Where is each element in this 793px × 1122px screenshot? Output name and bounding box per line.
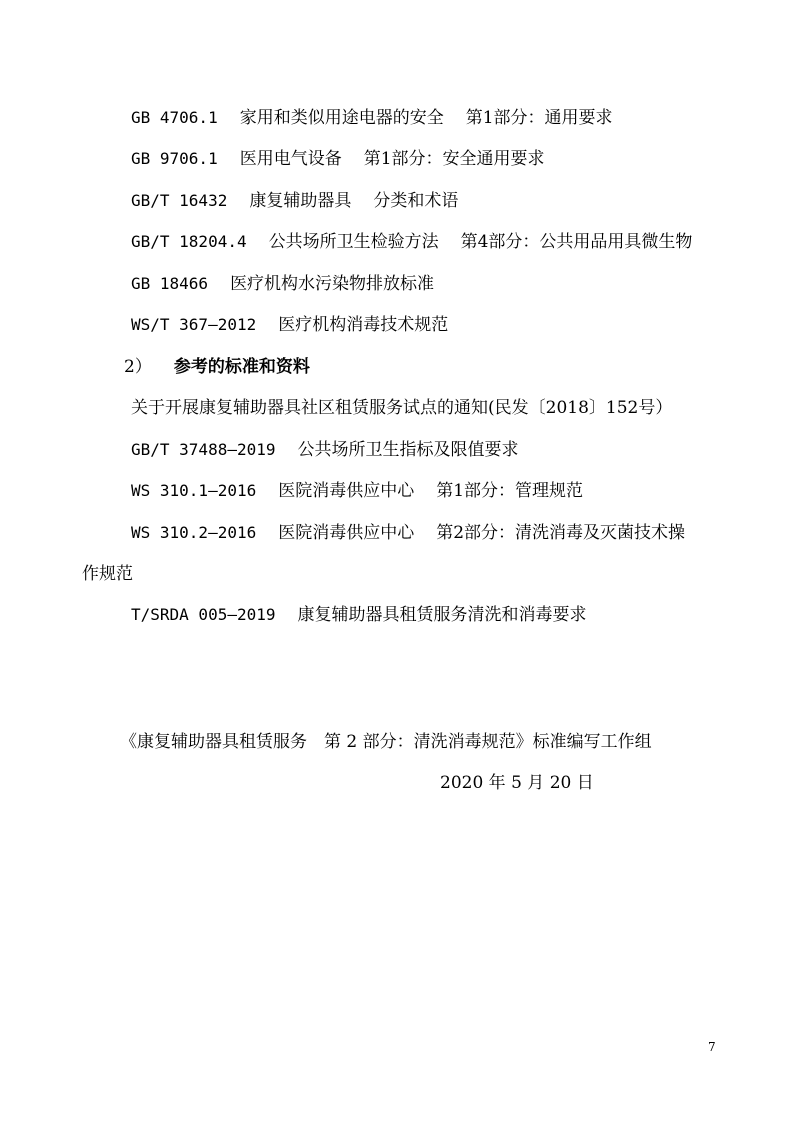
ref-code: WS/T 367—2012 — [131, 315, 257, 334]
ref-title: 公共场所卫生检验方法 — [268, 232, 439, 252]
ref-title: 医院消毒供应中心 — [278, 481, 415, 501]
ref-code: T/SRDA 005—2019 — [131, 605, 276, 624]
ref-title: 医疗机构消毒技术规范 — [278, 315, 449, 335]
ref-line-2 — [131, 148, 545, 170]
ref-code: WS 310.1—2016 — [131, 481, 257, 500]
ref-title: 医用电气设备 — [239, 149, 342, 169]
ref-line-3 — [131, 190, 458, 212]
ref-line-9 — [131, 522, 685, 544]
ref-code: GB 9706.1 — [131, 149, 218, 168]
ref-line-8 — [131, 480, 583, 502]
ref-part: 第2部分：清洗消毒及灭菌技术操 — [436, 523, 686, 543]
ref-line-9-wrap: 作规范 — [82, 564, 133, 584]
ref-code: GB/T 16432 — [131, 191, 228, 210]
ref-line-5 — [131, 273, 434, 295]
page-number: 7 — [708, 1040, 716, 1054]
section-number: 2） — [124, 357, 152, 377]
ref-title: 医院消毒供应中心 — [278, 523, 415, 543]
ref-code: GB/T 18204.4 — [131, 232, 247, 251]
ref-line-1 — [131, 107, 613, 129]
ref-code: GB 4706.1 — [131, 108, 218, 127]
ref-line-6 — [131, 314, 448, 336]
ref-line-7 — [131, 439, 519, 461]
ref-title: 公共场所卫生指标及限值要求 — [297, 440, 519, 460]
signature-date: 2020 年 5 月 20 日 — [440, 773, 594, 793]
ref-code: WS 310.2—2016 — [131, 523, 257, 542]
section-title: 参考的标准和资料 — [173, 357, 310, 377]
ref-title: 康复辅助器具租赁服务清洗和消毒要求 — [297, 605, 587, 625]
ref-title: 医疗机构水污染物排放标准 — [230, 274, 435, 294]
ref-part: 第1部分：通用要求 — [465, 108, 613, 128]
working-group-signature: 《康复辅助器具租赁服务 第 2 部分：清洗消毒规范》标准编写工作组 — [120, 732, 652, 752]
ref-title: 家用和类似用途电器的安全 — [239, 108, 444, 128]
ref-part: 第4部分：公共用品用具微生物 — [460, 232, 693, 252]
ref-part: 第1部分：管理规范 — [436, 481, 584, 501]
ref-title: 康复辅助器具 — [249, 191, 352, 211]
ref-code: GB 18466 — [131, 274, 209, 293]
ref-part: 分类和术语 — [373, 191, 459, 211]
ref-line-10 — [131, 604, 587, 626]
ref-code: GB/T 37488—2019 — [131, 440, 276, 459]
section-heading — [124, 356, 310, 378]
ref-line-4 — [131, 231, 692, 253]
ref-part: 第1部分：安全通用要求 — [363, 149, 545, 169]
reference-notice: 关于开展康复辅助器具社区租赁服务试点的通知(民发〔2018〕152号） — [131, 398, 673, 418]
